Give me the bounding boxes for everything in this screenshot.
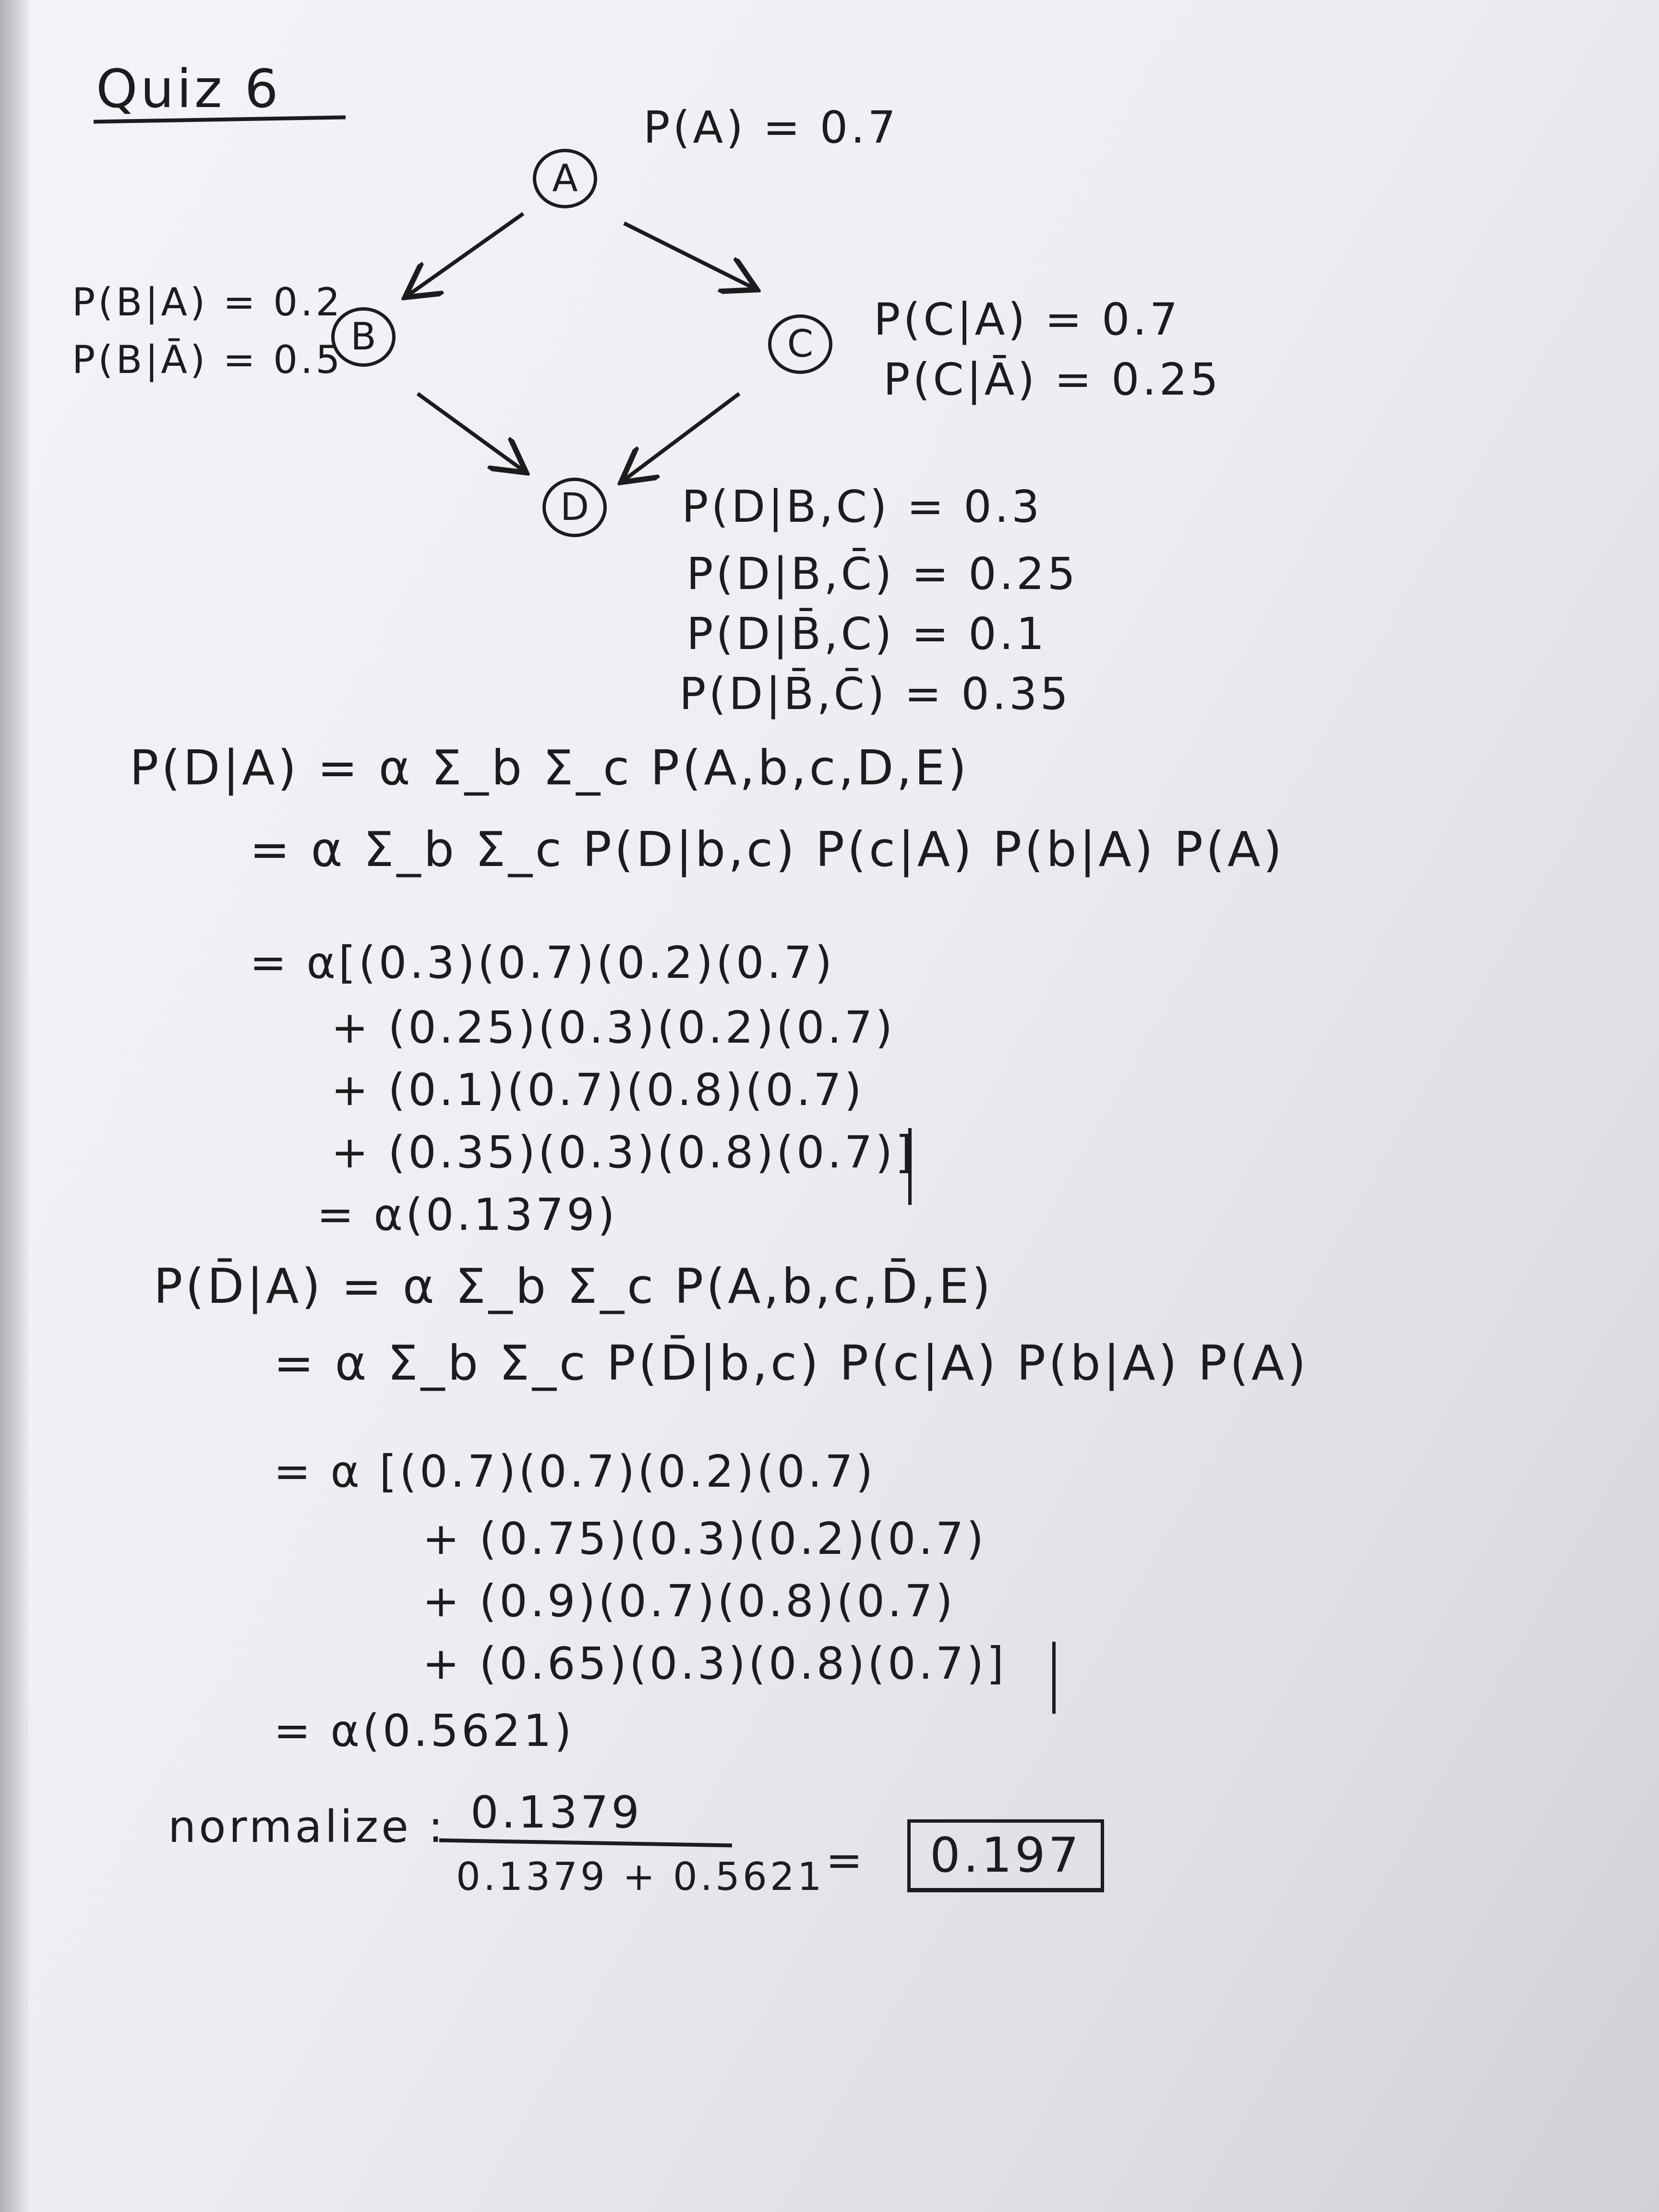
pd-line-5: + (0.1)(0.7)(0.8)(0.7): [331, 1064, 865, 1116]
edge-b-d: [418, 394, 523, 470]
prob-d-b-notc: P(D|B,C̄) = 0.25: [686, 548, 1079, 600]
prob-d-b-c: P(D|B,C) = 0.3: [682, 481, 1043, 532]
normalize-denominator: 0.1379 + 0.5621: [456, 1854, 825, 1899]
pnd-line-5: + (0.9)(0.7)(0.8)(0.7): [422, 1575, 956, 1627]
final-answer-box: 0.197: [907, 1819, 1104, 1892]
normalize-numerator: 0.1379: [470, 1787, 642, 1838]
pnd-line-4: + (0.75)(0.3)(0.2)(0.7): [422, 1513, 987, 1564]
node-d: D: [542, 478, 607, 537]
network-edges: [0, 0, 1659, 552]
pd-line-2: = α Σ_b Σ_c P(D|b,c) P(c|A) P(b|A) P(A): [250, 821, 1285, 878]
pd-line-6: + (0.35)(0.3)(0.8)(0.7)]: [331, 1127, 916, 1178]
node-b: B: [331, 307, 396, 367]
fraction-bar: [439, 1839, 732, 1848]
prob-c-given-not-a: P(C|Ā) = 0.25: [883, 354, 1221, 405]
pd-line-1: P(D|A) = α Σ_b Σ_c P(A,b,c,D,E): [130, 740, 970, 796]
node-a: A: [533, 149, 597, 208]
edge-a-c: [624, 223, 754, 288]
prob-c-given-a: P(C|A) = 0.7: [874, 294, 1181, 345]
edge-c-d: [624, 394, 739, 480]
edge-a-b: [408, 214, 523, 295]
pnd-line-6: + (0.65)(0.3)(0.8)(0.7)]: [422, 1638, 1007, 1689]
pd-bracket: [902, 1128, 912, 1205]
prob-b-given-a: P(B|A) = 0.2: [72, 280, 343, 325]
pnd-line-7: = α(0.5621): [274, 1705, 575, 1756]
pd-line-3: = α[(0.3)(0.7)(0.2)(0.7): [250, 937, 835, 988]
pnd-line-2: = α Σ_b Σ_c P(D̄|b,c) P(c|A) P(b|A) P(A): [274, 1335, 1309, 1391]
pnd-line-3: = α [(0.7)(0.7)(0.2)(0.7): [274, 1446, 876, 1497]
pnd-line-1: P(D̄|A) = α Σ_b Σ_c P(A,b,c,D̄,E): [154, 1258, 994, 1314]
normalize-equals: =: [826, 1835, 866, 1886]
pd-line-4: + (0.25)(0.3)(0.2)(0.7): [331, 1002, 896, 1053]
normalize-label: normalize :: [168, 1801, 446, 1852]
prob-d-notb-c: P(D|B̄,C) = 0.1: [686, 608, 1047, 660]
pd-line-7: = α(0.1379): [317, 1189, 618, 1240]
node-c: C: [768, 314, 832, 374]
pnd-bracket: [1046, 1642, 1056, 1714]
quiz-title: Quiz 6: [96, 58, 281, 120]
prob-b-given-not-a: P(B|Ā) = 0.5: [72, 337, 343, 382]
prob-a: P(A) = 0.7: [643, 102, 899, 153]
prob-d-notb-notc: P(D|B̄,C̄) = 0.35: [679, 668, 1071, 720]
